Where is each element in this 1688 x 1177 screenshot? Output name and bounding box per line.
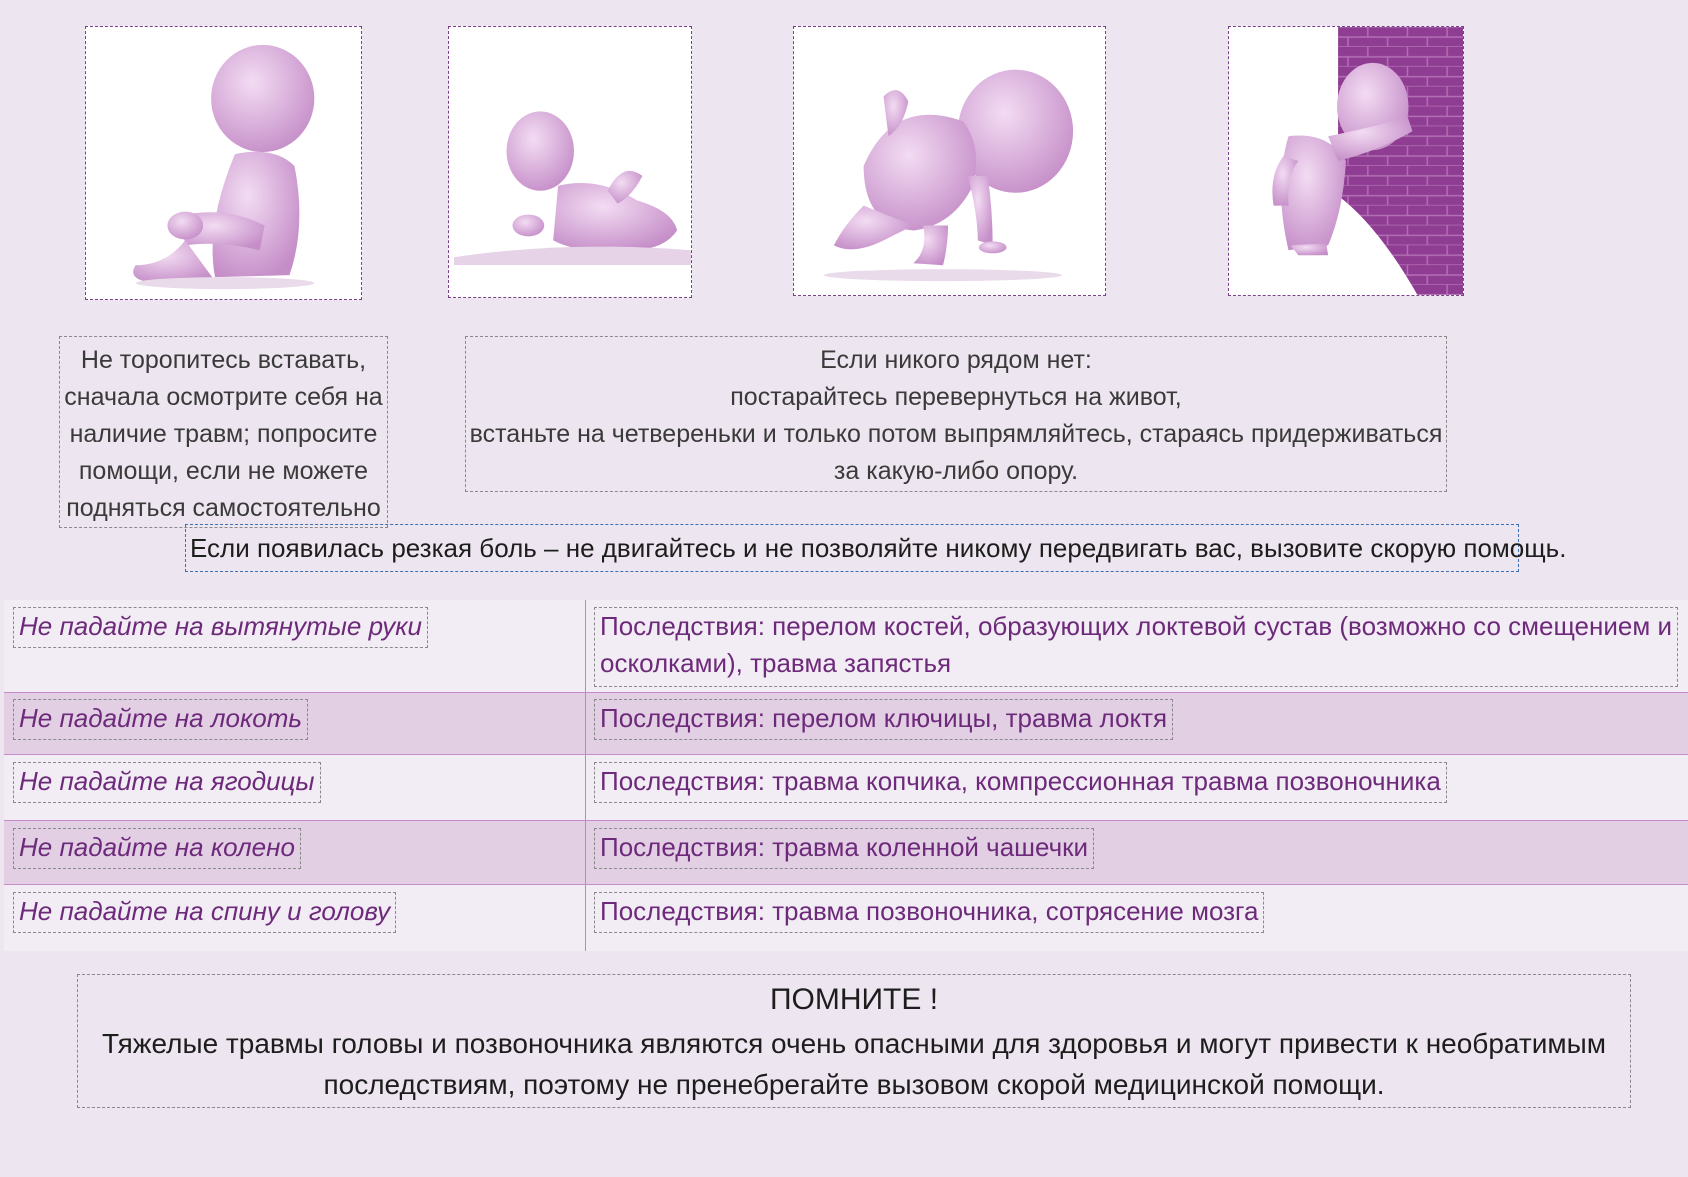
remember-body: [78, 1023, 1630, 1105]
tip-line: за какую-либо опору.: [833, 457, 1079, 485]
remember-box: [77, 974, 1631, 1108]
consequence-line: осколками), травма запястья: [600, 648, 952, 678]
column-divider: [585, 693, 586, 754]
illustration-sitting: [85, 26, 362, 300]
illustration-kneeling: [793, 26, 1106, 296]
consequence-cell: Последствия: травма коленной чашечки: [594, 828, 1094, 869]
table-row: [4, 693, 1688, 755]
tip-get-up-slowly: [59, 336, 388, 528]
tip-line: Если никого рядом нет:: [820, 346, 1092, 374]
table-row: [4, 885, 1688, 951]
tip-line: наличие травм; попросите: [69, 420, 378, 448]
sitting-figure-icon: [86, 27, 361, 299]
column-divider: [585, 755, 586, 820]
leaning-on-wall-figure-icon: [1229, 27, 1463, 295]
tip-nobody-around: [465, 336, 1447, 492]
table-row: [4, 600, 1688, 693]
column-divider: [585, 821, 586, 884]
falls-table: [4, 600, 1688, 951]
consequence-cell: Последствия: перелом ключицы, травма локтя: [594, 699, 1173, 740]
remember-line: Тяжелые травмы головы и позвоночника являются очень опасными для здоровья и могут привести к необратимым: [102, 1028, 1606, 1059]
consequence-cell: Последствия: травма копчика, компрессионная травма позвоночника: [594, 762, 1447, 803]
rule-cell: Не падайте на спину и голову: [13, 892, 396, 933]
consequence-cell: [594, 607, 1678, 687]
kneeling-figure-icon: [794, 27, 1105, 295]
tip-line: сначала осмотрите себя на: [64, 383, 383, 411]
lying-figure-icon: [449, 27, 691, 297]
rule-cell: Не падайте на колено: [13, 828, 301, 869]
remember-line: последствиям, поэтому не пренебрегайте вызовом скорой медицинской помощи.: [323, 1069, 1385, 1100]
tip-line: постарайтесь перевернуться на живот,: [730, 383, 1182, 411]
column-divider: [585, 600, 586, 692]
rule-cell: Не падайте на локоть: [13, 699, 308, 740]
tip-line: Не торопитесь вставать,: [80, 346, 367, 374]
rule-cell: Не падайте на вытянутые руки: [13, 607, 428, 648]
rule-cell: Не падайте на ягодицы: [13, 762, 321, 803]
consequence-line: Последствия: перелом костей, образующих локтевой сустав (возможно со смещением и: [600, 611, 1672, 641]
remember-title: ПОМНИТЕ !: [769, 983, 939, 1016]
tip-line: помощи, если не можете: [78, 457, 369, 485]
table-row: [4, 821, 1688, 885]
table-row: [4, 755, 1688, 821]
column-divider: [585, 885, 586, 951]
tip-line: подняться самостоятельно: [66, 494, 381, 522]
illustration-wall: [1228, 26, 1464, 296]
tip-line: встаньте на четвереньки и только потом выпрямляйтесь, стараясь придерживаться: [469, 420, 1443, 448]
illustration-lying: [448, 26, 692, 298]
sharp-pain-warning: Если появилась резкая боль – не двигайтесь и не позволяйте никому передвигать вас, вызовите скорую помощь.: [185, 524, 1519, 572]
consequence-cell: Последствия: травма позвоночника, сотрясение мозга: [594, 892, 1264, 933]
